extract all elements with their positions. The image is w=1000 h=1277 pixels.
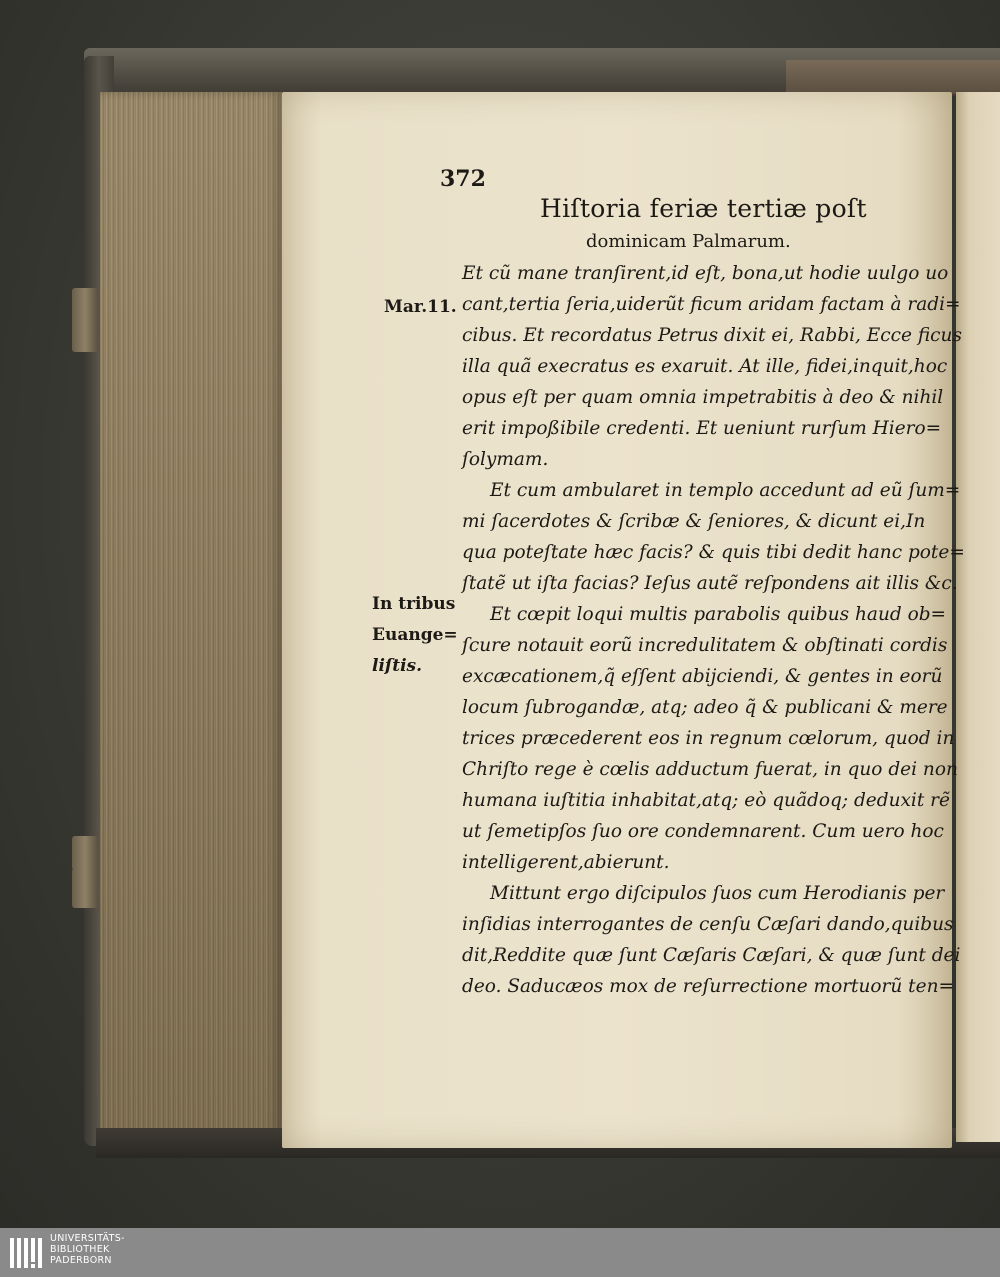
- text-line: locum ſubrogandæ, atq; adeo q̃ & publicani & mere: [462, 697, 948, 718]
- text-line: intelligerent,abierunt.: [462, 852, 670, 873]
- margin-note-in-tribus: In tribus: [372, 594, 456, 614]
- library-name: [50, 1233, 125, 1266]
- text-line: excæcationem,q̃ eſſent abijciendi, & gentes in eorũ: [462, 666, 943, 687]
- text-line: ſtatẽ ut iſta facias? Ieſus autẽ reſpondens ait illis &c.: [462, 573, 958, 594]
- margin-note-mar: Mar.11.: [384, 297, 457, 317]
- library-logo-icon: [8, 1234, 46, 1272]
- text-line: dit,Reddite quæ ſunt Cæſaris Cæſari, & quæ ſunt dei: [462, 945, 961, 966]
- footer-bar: [0, 1228, 1000, 1277]
- text-line: cant,tertia ſeria,uiderũt ficum aridam factam à radi=: [462, 294, 961, 315]
- text-line: Et cœpit loqui multis parabolis quibus haud ob=: [490, 604, 947, 625]
- text-line: Mittunt ergo diſcipulos ſuos cum Herodianis per: [490, 883, 945, 904]
- lower-clasp-icon: [72, 836, 98, 870]
- page-title: Hiſtoria feriæ tertiæ poſt: [540, 194, 867, 223]
- library-name-line: UNIVERSITÄTS-: [50, 1233, 125, 1244]
- text-line: ut ſemetipſos ſuo ore condemnarent. Cum uero hoc: [462, 821, 944, 842]
- text-line: inſidias interrogantes de cenſu Cæſari dando,quibus: [462, 914, 954, 935]
- text-line: qua poteſtate hæc facis? & quis tibi dedit hanc pote=: [462, 542, 965, 563]
- page-number: 372: [440, 166, 486, 192]
- page-edges-block: [100, 92, 282, 1150]
- library-name-line: PADERBORN: [50, 1255, 112, 1266]
- text-line: Chriſto rege è cœlis adductum fuerat, in quo dei non: [462, 759, 958, 780]
- text-line: humana iuſtitia inhabitat,atq; eò quãdoq; deduxit rẽ: [462, 790, 950, 811]
- text-line: illa quã execratus es exaruit. At ille, fidei,inquit,hoc: [462, 356, 948, 377]
- page-subtitle: dominicam Palmarum.: [586, 231, 791, 252]
- upper-clasp-hinge-icon: [72, 312, 98, 352]
- text-line: erit impoßibile credenti. Et ueniunt rurſum Hiero=: [462, 418, 942, 439]
- lower-clasp-hinge-icon: [72, 868, 98, 908]
- next-page-cover-edge: [786, 60, 1000, 94]
- text-line: ſolymam.: [462, 449, 549, 470]
- text-line: opus eſt per quam omnia impetrabitis à deo & nihil: [462, 387, 944, 408]
- margin-note-listis: liſtis.: [372, 656, 423, 676]
- text-line: cibus. Et recordatus Petrus dixit ei, Rabbi, Ecce ficus: [462, 325, 962, 346]
- text-line: ſcure notauit eorũ incredulitatem & obſtinati cordis: [462, 635, 948, 656]
- margin-note-evange: Euange=: [372, 625, 458, 645]
- text-line: deo. Saducæos mox de reſurrectione mortuorũ ten=: [462, 976, 954, 997]
- text-line: trices præcederent eos in regnum cœlorum, quod in: [462, 728, 955, 749]
- text-line: Et cũ mane tranſirent,id eſt, bona,ut hodie uulgo uo: [462, 263, 949, 284]
- facing-page-edge: [956, 92, 1000, 1142]
- text-line: mi ſacerdotes & ſcribæ & ſeniores, & dicunt ei,In: [462, 511, 926, 532]
- text-line: Et cum ambularet in templo accedunt ad eũ ſum=: [490, 480, 961, 501]
- library-name-line: BIBLIOTHEK: [50, 1244, 110, 1255]
